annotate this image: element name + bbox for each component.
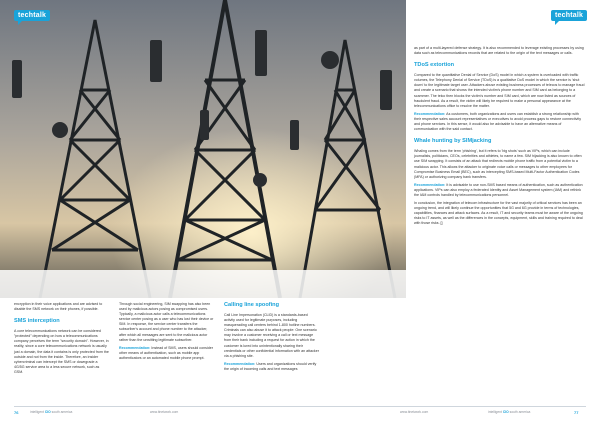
section-heading-whale-hunting: Whale hunting by SIMjacking <box>414 138 492 145</box>
body-paragraph: Through social engineering, SIM swapping has also been used by malicious actors posing as compromised users. Typically, a malicious actor calls a telecommunications service center posing as a user who has lost their device or SIM. In response, the service center transfers the subscriber's account and phone number to the attacker, after which all messages are sent to the malicious actor rather than the unwitting legitimate subscriber. <box>119 302 214 342</box>
body-paragraph: as part of a multi-layered defense strategy. It is also recommended to leverage existing processes by using data such as telecommunications records that are related to the origin of the text messages or calls. <box>414 46 584 56</box>
footer-divider <box>14 406 586 407</box>
footer-cio: CIO <box>502 410 509 414</box>
brand-logo-right: techtalk <box>551 10 587 21</box>
hero-photo <box>0 0 406 298</box>
footer-region: south america <box>509 410 531 414</box>
page-number-right: 77 <box>574 410 579 415</box>
intro-paragraph: encryption in their voice applications and are advised to disable the SMS network on their phones, if possible. <box>14 302 103 312</box>
body-paragraph: A core telecommunications network can be considered "protected" depending on how a telecommunications company perceives the term "security domain". However, in reality, since a core telecommunications network is usually just a domain, the data it contains is only protected from the outside and not from the inside. Therefore, an insider cybercriminal can intercept the SMS or downgrade a 4G/5G service area to a less secure network, such as GSM. <box>14 329 109 374</box>
footer-region: south america <box>51 410 73 414</box>
section-heading-tdos-extortion: TDoS extortion <box>414 62 455 69</box>
body-paragraph: Whaling comes from the term 'phishing', but it refers to 'big shots' such as VIPs, which can include journalists, politicians, CEOs, celebrities and athletes, to name a few. SIM hijacking is also known to often use SIM swapping. It consists of an attack that redirects mobile phone traffic from a potential victim to a malicious actor. This allows the attacker to originate voice calls or messages to other employees for Compromise Business Email (BEC), such as intercepting SMS-based Multi-Factor Authentication Codes (MFA) or authorizing company bank transfers. <box>414 149 582 179</box>
recommendation-text: As customers, both organizations and users can establish a strong relationship with their respective sales account representatives or executives to avoid process gaps to restore connectivity and phone services. In this sense, it would also be advisable to have an alternative means of communication with the said contact. <box>414 111 581 132</box>
recommendation-label: Recommendation: <box>414 182 446 187</box>
column-d <box>414 46 586 230</box>
footer-url-left[interactable]: www.itnetwork.com <box>150 410 179 414</box>
recommendation-paragraph <box>119 346 214 361</box>
column-c <box>224 302 319 375</box>
recommendation-text: Instead of SMS, users should consider other means of authentication, such as mobile app authenticators or an automated mobile phone prompt. <box>119 345 213 360</box>
section-heading-calling-line-spoofing: Calling line spoofing <box>224 302 280 308</box>
footer-publication-left <box>30 410 72 414</box>
footer-cio: CIO <box>44 410 51 414</box>
recommendation-text: Users and organizations should verify the origin of incoming calls and text messages <box>224 361 317 371</box>
footer-publication-right <box>488 410 530 414</box>
recommendation-text: It is advisable to use non-SMS based means of authentication, such as authentication applications. VIPs can also employ a federated Identity and Asset Management system (IAM) and rethink the IAM controls handled by telecommunications personnel. <box>414 182 583 197</box>
body-paragraph: Call Line Impersonation (CLID) is a standards-based activity used for legitimate purposes, including masquerading call centers behind 1-800 hotline numbers. Criminals can also abuse it to attack people: One scenario may involve a customer receiving a call or text message from their bank including a request for action in which the customer is lured into unintentionally sharing their credentials or other confidential information with an attacker via a phishing site. <box>224 313 319 358</box>
column-b <box>119 302 214 364</box>
recommendation-paragraph <box>224 362 319 372</box>
recommendation-paragraph <box>414 112 586 132</box>
conclusion-paragraph: In conclusion, the integration of telecom infrastructure for the vast majority of critical services has been an ongoing trend, and will likely continue the opportunities that 5G and 6G provide in terms of technologies, capabilities, finances and attack surfaces. As a result, IT and security teams must be aware of the ongoing risks to IT assets, as well as the differences in the concepts, equipment, skills and training required to deal with those risks. [] <box>414 201 583 226</box>
page-number-left: 76 <box>14 410 19 415</box>
brand-logo-left: techtalk <box>14 10 50 21</box>
column-a <box>14 302 109 378</box>
footer-title: intelligent <box>488 410 502 414</box>
footer-title: intelligent <box>30 410 44 414</box>
recommendation-label: Recommendation: <box>224 361 256 366</box>
recommendation-label: Recommendation: <box>414 111 446 116</box>
body-paragraph: Compared to the quantitative Denial of Service (DoS) model in which a system is overloaded with traffic volumes, the Telephony Denial of Service (TDoS) is a qualitative DoS model in which the service is 'shut down' to the legitimate target user. Attackers abuse existing business processes of telecos to manage fraud and create a scenario that shows the intended victim's phone number and SIM card as belonging to a scammer. The telco then blocks the victim's number and SIM card, which are now listed as sources of fraudulent fraud. As a result, the victim will likely be required to make a personal appearance at the telecommunications office to resolve the matter. <box>414 73 585 108</box>
footer-url-right[interactable]: www.itnetwork.com <box>400 410 429 414</box>
recommendation-paragraph <box>414 183 586 198</box>
section-heading-sms-interception: SMS interception <box>14 318 60 325</box>
recommendation-label: Recommendation: <box>119 345 151 350</box>
